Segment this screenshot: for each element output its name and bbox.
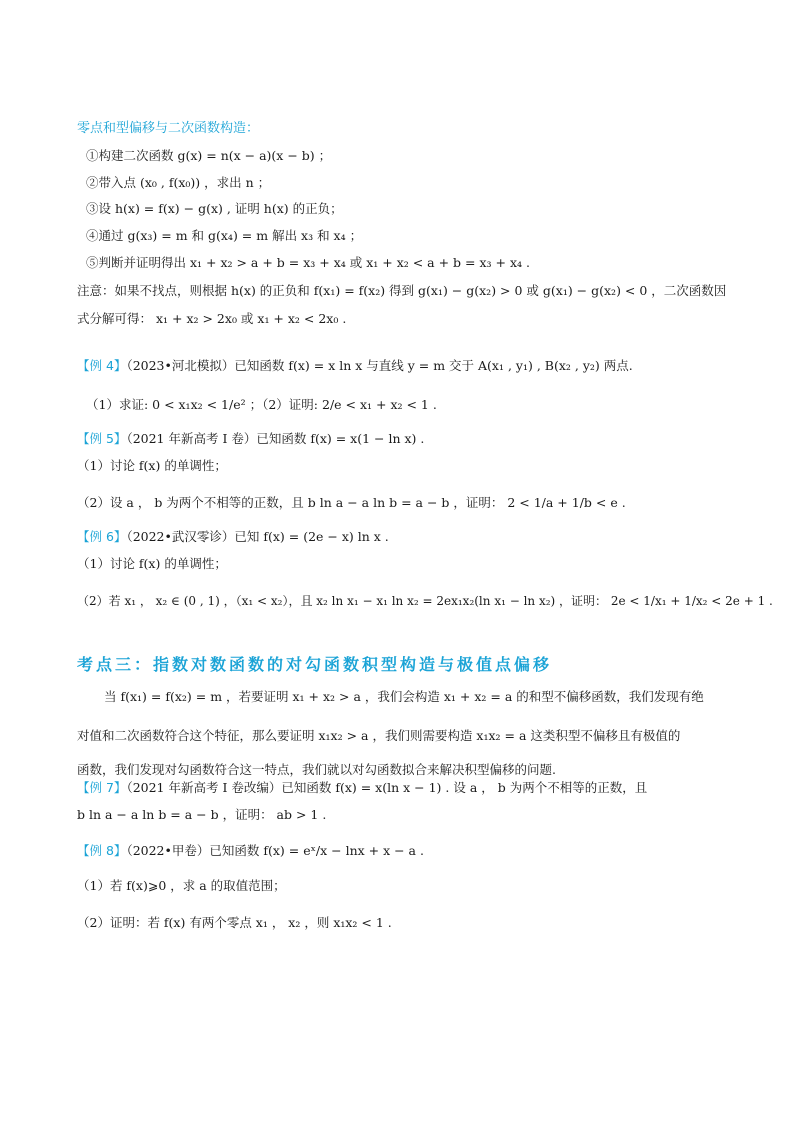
section-3-paragraph-line-2: 对值和二次函数符合这个特征，那么要证明 x₁x₂ > a ，我们则需要构造 x₁x₂ = a 这类积型不偏移且有极值的 xyxy=(77,728,681,743)
example-7-label: 【例 7】 xyxy=(77,780,127,795)
example-6-q1: （1）讨论 f(x) 的单调性； xyxy=(77,556,227,571)
example-7-text: （2021 年新高考 I 卷改编）已知函数 f(x) = x(ln x − 1) . 设 a ， b 为两个不相等的正数，且 xyxy=(126,780,648,795)
example-5-q1: （1）讨论 f(x) 的单调性； xyxy=(77,458,227,473)
example-7 xyxy=(77,779,647,797)
example-8-text: （2022•甲卷）已知函数 f(x) = eˣ/x − lnx + x − a . xyxy=(126,843,424,858)
note-line-2: 式分解可得： x₁ + x₂ > 2x₀ 或 x₁ + x₂ < 2x₀ . xyxy=(77,311,347,326)
example-5-label: 【例 5】 xyxy=(77,431,127,446)
example-6-label: 【例 6】 xyxy=(77,529,127,544)
example-5-q2: （2）设 a ， b 为两个不相等的正数，且 b ln a − a ln b = a − b ，证明： 2 < 1/a + 1/b < e . xyxy=(77,495,626,510)
step-4: ④通过 g(x₃) = m 和 g(x₄) = m 解出 x₃ 和 x₄ ； xyxy=(86,228,363,243)
example-6-text: （2022•武汉零诊）已知 f(x) = (2e − x) ln x . xyxy=(126,529,389,544)
example-4-label: 【例 4】 xyxy=(77,358,127,373)
section-3-title: 考点三：指数对数函数的对勾函数积型构造与极值点偏移 xyxy=(77,655,553,674)
section-3-paragraph-line-3: 函数，我们发现对勾函数符合这一特点，我们就以对勾函数拟合来解决积型偏移的问题. xyxy=(77,762,556,777)
step-1: ①构建二次函数 g(x) = n(x − a)(x − b) ； xyxy=(86,148,332,163)
example-6 xyxy=(77,528,389,546)
example-4-questions: （1）求证: 0 < x₁x₂ < 1/e² ；（2）证明: 2/e < x₁ + x₂ < 1 . xyxy=(86,397,437,412)
example-4-text: （2023•河北模拟）已知函数 f(x) = x ln x 与直线 y = m 交于 A(x₁ , y₁) , B(x₂ , y₂) 两点. xyxy=(126,358,633,373)
example-5-text: （2021 年新高考 I 卷）已知函数 f(x) = x(1 − ln x) . xyxy=(126,431,425,446)
note-line-1: 注意：如果不找点，则根据 h(x) 的正负和 f(x₁) = f(x₂) 得到 g(x₁) − g(x₂) > 0 或 g(x₁) − g(x₂) < 0 ，二次函数因 xyxy=(77,283,727,298)
example-7-line-2: b ln a − a ln b = a − b ，证明： ab > 1 . xyxy=(77,807,327,822)
step-5: ⑤判断并证明得出 x₁ + x₂ > a + b = x₃ + x₄ 或 x₁ + x₂ < a + b = x₃ + x₄ . xyxy=(86,255,530,270)
example-5 xyxy=(77,430,424,448)
example-6-q2: （2）若 x₁ ， x₂ ∈ (0 , 1) ，（x₁ < x₂），且 x₂ ln x₁ − x₁ ln x₂ = 2ex₁x₂(ln x₁ − ln x₂) ，证明： 2e < 1/x₁ + 1/x₂ < 2e + 1 . xyxy=(77,594,773,608)
section-3-paragraph-line-1: 当 f(x₁) = f(x₂) = m ，若要证明 x₁ + x₂ > a ，我们会构造 x₁ + x₂ = a 的和型不偏移函数，我们发现有绝 xyxy=(104,689,704,704)
example-8-label: 【例 8】 xyxy=(77,843,127,858)
example-8-q2: （2）证明：若 f(x) 有两个零点 x₁ ， x₂ ，则 x₁x₂ < 1 . xyxy=(77,915,392,930)
example-8 xyxy=(77,842,424,860)
step-2: ②带入点 (x₀ , f(x₀)) ，求出 n ； xyxy=(86,175,271,190)
step-3: ③设 h(x) = f(x) − g(x) , 证明 h(x) 的正负； xyxy=(86,201,343,216)
example-4 xyxy=(77,357,633,375)
section-heading-zero-point: 零点和型偏移与二次函数构造： xyxy=(77,121,260,136)
example-8-q1: （1）若 f(x)⩾0 ，求 a 的取值范围； xyxy=(77,878,286,893)
